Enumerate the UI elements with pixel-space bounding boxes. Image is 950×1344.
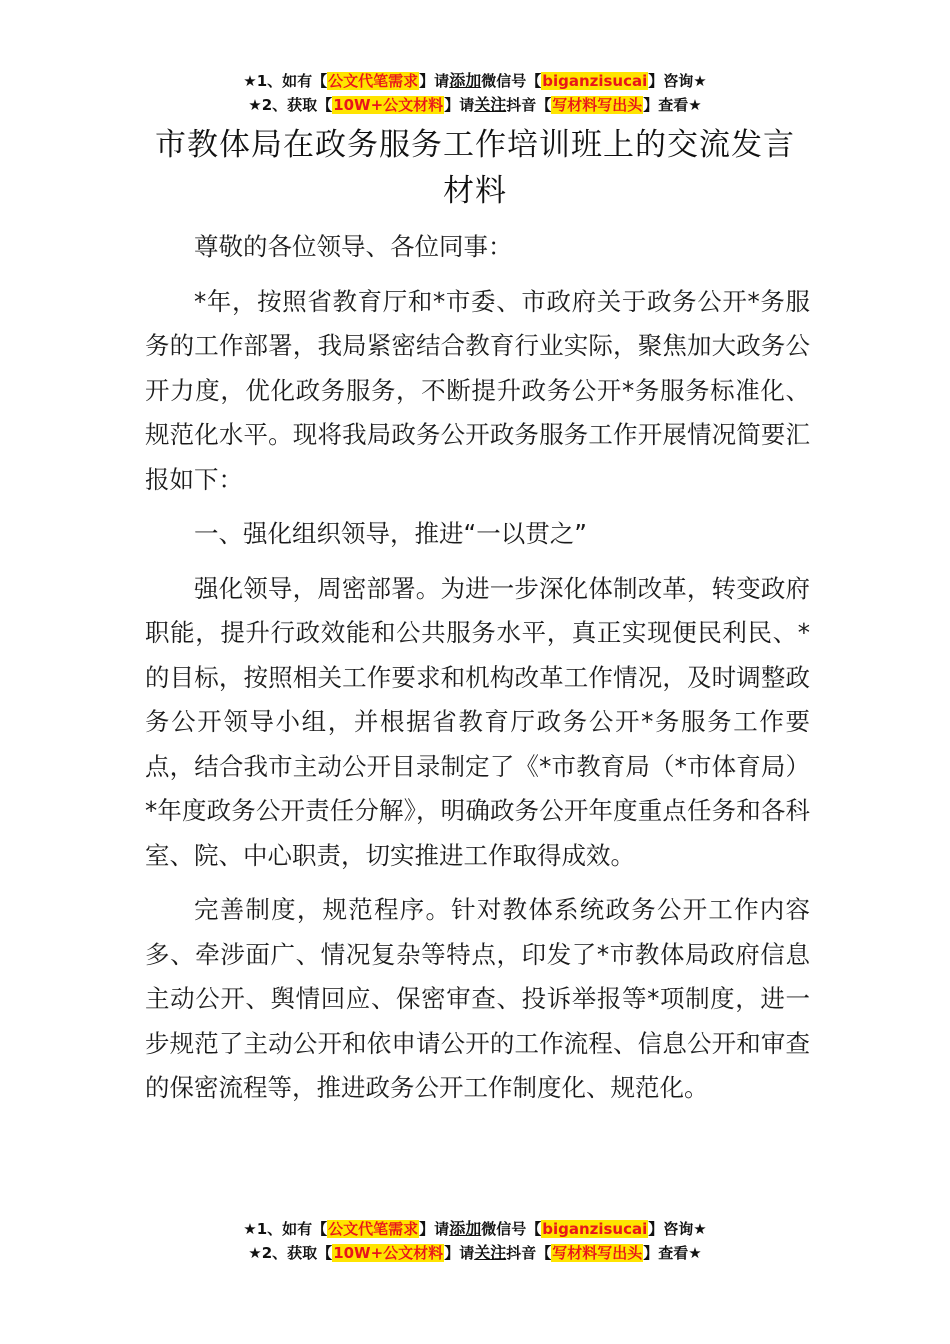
promo-banner-top <box>0 70 950 118</box>
highlight-service-bottom: 公文代笔需求 <box>328 1220 419 1238</box>
promo-line1-prefix: ★1、如有【 <box>243 72 328 90</box>
leadership-paragraph: 强化领导，周密部署。为进一步深化体制改革，转变政府职能，提升行政效能和公共服务水平，真正实现便民利民、*的目标，按照相关工作要求和机构改革工作情况，及时调整政务公开领导小组，并根据省教育厅政务公开*务服务工作要点，结合我市主动公开目录制定了《*市教育局（*市体育局）*年度政务公开责任分解》，明确政务公开年度重点任务和各科室、院、中心职责，切实推进工作取得成效。 <box>145 573 810 870</box>
promo-line2-prefix-bottom: ★2、获取【 <box>248 1244 333 1262</box>
promo-follow-word: 关注 <box>474 95 507 114</box>
promo-line1-end: 】咨询★ <box>648 72 707 90</box>
promo-add-word-bottom: 添加 <box>449 1219 482 1238</box>
promo-wechat-label-bottom: 微信号【 <box>481 1220 542 1238</box>
promo-douyin-label-bottom: 抖音【 <box>506 1244 552 1262</box>
promo-add-word: 添加 <box>449 71 482 90</box>
promo-line-1-bottom <box>0 1218 950 1242</box>
highlight-douyin-bottom: 写材料写出头 <box>552 1244 643 1262</box>
promo-line-2-bottom <box>0 1242 950 1266</box>
promo-line2-prefix: ★2、获取【 <box>248 96 333 114</box>
promo-line1-mid-bottom: 】请 <box>419 1220 450 1238</box>
highlight-wechat-id-bottom: biganzisucai <box>542 1220 648 1238</box>
document-body <box>145 225 810 1111</box>
promo-line-2 <box>0 94 950 118</box>
promo-banner-bottom <box>0 1218 950 1266</box>
promo-line2-end: 】查看★ <box>643 96 702 114</box>
promo-line2-end-bottom: 】查看★ <box>643 1244 702 1262</box>
system-paragraph: 完善制度，规范程序。针对教体系统政务公开工作内容多、牵涉面广、情况复杂等特点，印发了*市教体局政府信息主动公开、舆情回应、保密审查、投诉举报等*项制度，进一步规范了主动公开和依申请公开的工作流程、信息公开和审查的保密流程等，推进政务公开工作制度化、规范化。 <box>145 895 810 1102</box>
highlight-materials-bottom: 10W+公文材料 <box>333 1244 444 1262</box>
document-title: 市教体局在政务服务工作培训班上的交流发言材料 <box>155 127 795 209</box>
promo-line2-mid-bottom: 】请 <box>444 1244 475 1262</box>
highlight-wechat-id: biganzisucai <box>542 72 648 90</box>
promo-line-1 <box>0 70 950 94</box>
promo-wechat-label: 微信号【 <box>481 72 542 90</box>
highlight-materials: 10W+公文材料 <box>333 96 444 114</box>
promo-line1-mid: 】请 <box>419 72 450 90</box>
highlight-service: 公文代笔需求 <box>328 72 419 90</box>
intro-paragraph: *年，按照省教育厅和*市委、市政府关于政务公开*务服务的工作部署，我局紧密结合教育行业实际，聚焦加大政务公开力度，优化政务服务，不断提升政务公开*务服务标准化、规范化水平。现将我局政务公开政务服务工作开展情况简要汇报如下： <box>145 286 810 494</box>
section-heading-1: 一、强化组织领导，推进“一以贯之” <box>194 519 587 548</box>
salutation-paragraph: 尊敬的各位领导、各位同事： <box>194 232 513 261</box>
promo-line1-end-bottom: 】咨询★ <box>648 1220 707 1238</box>
promo-line2-mid: 】请 <box>444 96 475 114</box>
promo-line1-prefix-bottom: ★1、如有【 <box>243 1220 328 1238</box>
promo-follow-word-bottom: 关注 <box>474 1243 507 1262</box>
promo-douyin-label: 抖音【 <box>506 96 552 114</box>
highlight-douyin: 写材料写出头 <box>552 96 643 114</box>
